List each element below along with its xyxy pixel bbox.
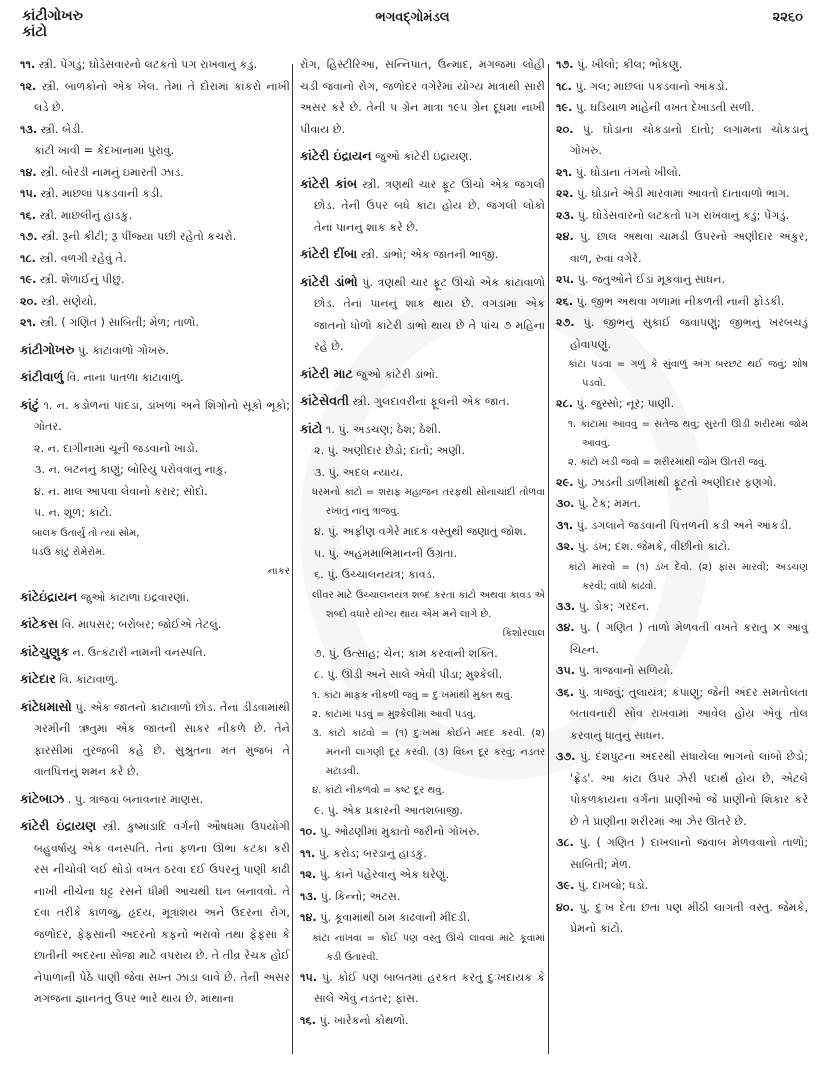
sense-entry xyxy=(20,205,290,227)
sense-number: ૨૧. xyxy=(20,316,37,329)
sense-number: ૧૭. xyxy=(556,58,574,71)
sense-number: ૧૦. xyxy=(300,825,317,838)
definition-text: સ્ત્રી. રૂની કીટી; રૂ પીંજ્યા પછી રહેતો કચરો. xyxy=(41,230,237,243)
definition-text: પું. ઘડિયાળ માંહેની વખત દેખાડતી સળી. xyxy=(575,101,755,114)
definition-text: વિ. માપસર; બરોબર; જોઈએ તેટલું. xyxy=(61,618,222,631)
definition-text: પું. ઘોડેસવારનો લટકતો પગ રાખવાનું કડું; પેંગડું. xyxy=(577,208,790,222)
example-text: ધડઉ કાંટું રોમેરોમ. xyxy=(32,546,106,558)
definition-text: સ્ત્રી. ત્રણથી ચાર ફૂટ ઊંચો એક જંગલી છોડ. તેની ઉપર બધે કાંટા હોય છે. જંગલી લોકો તેનાં પાનનું શાક કરે છે. xyxy=(314,177,545,234)
example-text: ૩. કાંટો કાઢવો = (૧) દુઃખમાં કોઈને મદદ કરવી. (૨) મનની લાગણી દૂર કરવી. (૩) વિઘ્ન દૂર કરવું; નડતર મટાડવી. xyxy=(312,727,545,777)
headword: કાંટેઇંદ્રાયન xyxy=(20,588,78,604)
example-text: ૨. કાંટામાં પડવું = મુશ્કેલીમાં આવી પડવું. xyxy=(312,708,477,720)
sense-number: ૩૨. xyxy=(556,540,575,553)
example-text: બાલક ઉતાર્યું તો ત્યાં સોમ, xyxy=(32,527,140,539)
sense-number: ૩૮. xyxy=(556,836,574,849)
sense-number: ૨૬. xyxy=(556,294,574,308)
definition-text: પું. ખારેકનો કોથળો. xyxy=(319,1013,409,1027)
headword: કાંટીવાળું xyxy=(20,369,64,384)
headword: કાંટેદાર xyxy=(20,671,56,686)
definition-text: ૧. પું. અડચણ; ઠેશ; ઠેશી. xyxy=(325,422,442,436)
sense-number: ૩૬. xyxy=(556,685,574,699)
sense-entry xyxy=(556,875,808,897)
usage-example xyxy=(20,543,290,581)
definition-text: પું. ત્રાજવું; તુલાયંત્ર; કંપાણુ; જેની અંદર સમતોલતા બતાવનારી સોવ રાખવામાં આવેલ હોય એવું તોલ કરવાનું ધાતુનું સાધન. xyxy=(570,685,809,742)
sub-sense: ૩. પું. અદલ ન્યાય. xyxy=(314,465,404,479)
dictionary-entry xyxy=(20,788,290,811)
definition-text: પું. દંશપુટના અંદરથી સંધાયેલા ભાગનો લાંબો છેડો; 'ફ્રેડ'. આ કાંટા ઉપર ઝેરી પદાર્થ હોય છે, એટલે પોકળકાયના વર્ગનાં પ્રાણીઓ જે પ્રાણીનો શિકાર કરે છે તે પ્રાણીના શરીરમાં આ ઝેર ઊતરે છે. xyxy=(570,750,808,828)
definition-text: પું. જંતુઓને ઈંડાં મૂકવાનું સાધન. xyxy=(577,273,726,286)
sense-entry xyxy=(556,183,808,205)
definition-text: પું. ઘોડાને એડી મારવામાં આવતો દાંતાવાળો ભાગ. xyxy=(576,187,790,200)
sense-entry xyxy=(556,269,808,291)
sense-number: ૧૫. xyxy=(20,187,38,200)
headword: કાંટેસેવતી xyxy=(300,393,349,408)
sense-number: ૧૮. xyxy=(20,251,36,265)
usage-example xyxy=(556,355,808,393)
sub-sense: ૮. પું. ઊંડી અને સાલે એવી પીડા; મુશ્કેલી. xyxy=(314,668,503,681)
sense-entry xyxy=(556,291,808,313)
sense-number: ૧૯. xyxy=(20,273,37,286)
example-text: ૧. કાંટા માફક નીકળી જવું = દુઃખમાંથી મુક્ત થવું. xyxy=(312,689,513,701)
definition-text: સ્ત્રી. બોરડી નામનું ઇમારતી ઝાડ. xyxy=(40,165,184,179)
sub-sense: ૫. પું. અહંમમાભિમાનની ઉગ્રતા. xyxy=(314,546,458,560)
definition-text: પું. દાખલો; ધડો. xyxy=(577,879,649,892)
definition-text: પું. જુસ્સો; નૂર; પાણી. xyxy=(576,397,675,410)
dictionary-entry xyxy=(20,366,290,389)
headword: કાંટેરી ડાંભો xyxy=(300,273,358,289)
definition-text: સ્ત્રી. બેડી. xyxy=(40,122,84,136)
usage-example xyxy=(300,686,545,705)
dictionary-entry xyxy=(300,271,545,358)
dictionary-entry xyxy=(20,668,290,691)
sense-number: ૧૩. xyxy=(20,122,38,136)
sense-number: ૩૩. xyxy=(556,599,576,613)
definition-text: પું. કોઈ પણ બાબતમાં હરકત કરતું દુઃખદાયક કે સાલે એવું નડતર; ફાંસ. xyxy=(314,970,545,1005)
sub-sense: ૪. પું. અફીણ વગેરે માદક વસ્તુથી જણાતું જોશ. xyxy=(314,525,527,538)
sense-number: ૨૭. xyxy=(556,316,575,329)
headword: કાંટેબાઝ xyxy=(20,790,65,806)
definition-text: પું. કરોડ; બરડાનું હાડકું. xyxy=(318,846,427,860)
headword: કાંટેરી માટ xyxy=(300,365,353,381)
headword: કાંટીગોખરુ xyxy=(20,341,75,357)
sense-number: ૨૧. xyxy=(556,165,573,179)
usage-example xyxy=(300,724,545,781)
sense-number: ૩૦. xyxy=(556,497,575,510)
definition-text: સ્ત્રી. શેળાઈનું પીછું. xyxy=(39,273,125,286)
sense-entry xyxy=(300,886,545,908)
sense-entry xyxy=(20,226,290,248)
definition-text: પું. કિન્નો; અંટસ. xyxy=(320,889,401,903)
page-number: ૨૨૬૦ xyxy=(772,10,803,25)
sub-sense: ૭. પું. ઉત્સાહ; ચેન; કામ કરવાની શક્તિ. xyxy=(314,646,498,660)
definition-text: સ્ત્રી. પેંગડું; ઘોડેસવારનો લટકતો પગ રાખવાનું કડું. xyxy=(38,58,258,71)
sense-number: ૧૧. xyxy=(20,58,36,71)
definition-text: પું. ખીલો; કીલ; ભોંકણુ. xyxy=(577,58,683,71)
usage-example xyxy=(20,524,290,543)
usage-example xyxy=(300,586,545,643)
sub-sense: ૬. પું. ઉચ્ચાલનયંત્ર; કાવડ. xyxy=(314,568,436,581)
sense-number: ૧૬. xyxy=(300,1013,316,1027)
sense-entry xyxy=(556,897,808,940)
dictionary-entry xyxy=(20,696,290,783)
sense-number: ૨૮. xyxy=(556,397,573,410)
definition-text: પું. ડંખ; દંશ. જેમકે, વીંછીનો કાંટો. xyxy=(577,540,731,553)
definition-text: પું. એક જાતનો કાંટાવાળો છોડ. તેનાં ડીંડવામાંથી ગરમીની ઋતુમાં એક જાતની સાકર નીકળે છે. તેને ફારસીમાં તુરંજબી કહે છે. સુશ્રુતના મત મુજબ તે વાતપિત્તનું શમન કરે છે. xyxy=(34,700,291,778)
sense-entry xyxy=(556,596,808,618)
sub-sense: ૨. ન. દાગીનામાં ચૂની જડવાનો ખાડો. xyxy=(34,441,199,455)
sense-number: ૩૧. xyxy=(556,518,574,532)
example-text: કાંટો મારવો = (૧) ડંખ દેવો. (૨) ફાંસ મારવી; અડચણ કરવી; વાંધો કાઢવો. xyxy=(568,561,808,592)
dictionary-entry xyxy=(300,173,545,239)
definition-text: પું. ઘોડાના તંગનો ખીલો. xyxy=(575,165,682,179)
sense-number: ૨૩. xyxy=(556,208,575,222)
sense-entry xyxy=(556,162,808,184)
dictionary-entry xyxy=(300,145,545,168)
sense-entry xyxy=(556,617,808,660)
dictionary-entry xyxy=(20,613,290,636)
dictionary-entry xyxy=(20,394,290,438)
sense-entry xyxy=(556,660,808,682)
definition-text: ન. ઉત્કંટારી નામની વનસ્પતિ. xyxy=(72,645,207,659)
sense-number: ૧૪. xyxy=(20,165,37,179)
definition-text: પું. દુઃખ દેતા છતાં પણ મીઠી લાગતી વસ્તુ. જેમકે, પ્રેમનો કાંટો. xyxy=(570,900,808,935)
sense-number: ૧૧. xyxy=(300,846,316,860)
sense-entry xyxy=(300,843,545,865)
sense-entry xyxy=(556,76,808,98)
usage-example xyxy=(300,781,545,800)
sense-number: ૧૬. xyxy=(20,208,36,222)
sense-number: ૨૪. xyxy=(556,230,574,243)
definition-text: પું. ગલ; માછલાં પકડવાનો આંકડો. xyxy=(575,79,729,93)
sense-number: ૧૮. xyxy=(556,79,572,93)
sense-entry xyxy=(556,472,808,494)
sense-number: ૩૫. xyxy=(556,664,576,677)
usage-example xyxy=(556,558,808,596)
headword: કાંટેરી કાંબ xyxy=(300,175,358,191)
example-text: કાંટા નાખવા = કોઈ પણ વસ્તુ ઊંચે લાવવા માટે કૂવામાં કડી ઉતારવી. xyxy=(312,932,545,963)
definition-text: સ્ત્રી. ગુલદાવરીનાં ફૂલની એક જાત. xyxy=(352,395,510,408)
example-text: લીવર માટે ઉચ્ચાલનયંત્ર શબ્દ કરતાં કાંટો અથવા કાવડ એ શબ્દો વધારે યોગ્ય થાય એમ મને લાગે છે. xyxy=(312,589,545,620)
definition-text: પું. જીભ અથવા ગળામાં નીકળતી નાની ફોડકી. xyxy=(576,294,785,308)
sense-entry xyxy=(20,76,290,119)
sub-sense: ૩. ન. બટનનું કાણું; બોરિયું પરોવવાનું નાકું. xyxy=(34,463,228,476)
definition-text: વિ. નાના પાતળા કાંટાવાળું. xyxy=(66,371,184,384)
sub-sense: ૨. પું. અણીદાર છેડો; દાંતો; અણી. xyxy=(314,444,465,457)
dictionary-entry xyxy=(300,243,545,266)
sense-number: ૧૫. xyxy=(300,970,318,984)
sense-number: ૧૪. xyxy=(300,911,317,924)
sub-sense: ૯. પું. એક પ્રકારની આતશબાજી. xyxy=(314,803,463,817)
sense-number: ૧૩. xyxy=(300,889,318,903)
definition-text: પું. છાલ અથવા ચામડી ઉપરનો અણીદાર અંકુર, વાળ, રુવાં વગેરે. xyxy=(570,230,808,265)
headword: કાંટેકસ xyxy=(20,616,59,631)
dictionary-entry xyxy=(300,363,545,386)
sense-entry xyxy=(20,291,290,313)
quote-source: નાકર xyxy=(267,565,290,577)
sense-entry xyxy=(20,183,290,205)
definition-text: ૧. ન. કડોળનાં પાંદડાં, ડાંખળાં અને શિંગોનો સૂકો ભૂકો; ગોતર. xyxy=(34,398,290,433)
definition-text: પું. ડોક; ગરદન. xyxy=(578,599,650,613)
dictionary-entry xyxy=(20,641,290,664)
definition-text: વિ. કાંટાવાળું. xyxy=(59,673,118,686)
book-title: ભગવદ્ગોમંડલ xyxy=(375,10,450,25)
definition-text: પું. ત્રણથી ચાર ફૂટ ઊંચો એક કાંટાવાળો છોડ. તેનાં પાનનું શાક થાય છે. વગડામાં એક જાતનો ધોળો કાંટેરી ડાંભો થાય છે તે પાંચ ૭ મહિના રહે છે. xyxy=(314,275,545,353)
definition-text: પું. જીભનું સુકાઈ જવાપણું; જીભનું ખરબચડું હોવાપણું. xyxy=(570,316,808,351)
usage-example xyxy=(556,415,808,453)
headword: કાંટેરી ઇંદ્રાયન xyxy=(300,148,372,163)
dictionary-entry xyxy=(300,418,545,441)
example-text: ૪. કાંટો નીકળવો = કષ્ટ દૂર થવું. xyxy=(312,784,445,796)
sense-number: ૧૯. xyxy=(556,101,573,114)
sense-entry xyxy=(20,248,290,270)
sense-number: ૩૪. xyxy=(556,621,575,634)
guide-word-first: કાંટીગોખરુ xyxy=(22,8,83,24)
example-text: ૧. કાંટામાં આવવું = સતેજ થવું; સુરતી ઊડી શરીરમાં જોમ આવવું. xyxy=(568,418,808,449)
sense-entry xyxy=(556,312,808,355)
sub-sense: ૫. ન. શૂળ; કાંટો. xyxy=(34,506,113,519)
sense-entry xyxy=(20,162,290,184)
sense-entry xyxy=(556,393,808,415)
sense-number: ૩૭. xyxy=(556,750,576,763)
example-text: કાંટા પડવા = ગળું કે સુંવાળું અંગ બરછટ થઈ જવું; શોષ પડવો. xyxy=(568,359,808,389)
dictionary-entry xyxy=(20,339,290,362)
headword: કાંટેધમાસો xyxy=(20,698,72,714)
sense-number: ૧૭. xyxy=(20,230,38,243)
sense-entry xyxy=(556,205,808,227)
column-divider xyxy=(548,64,549,1054)
example-text: ૨. કાંટો ખડી જવો = શરીરમાંથી જોમ ઊતરી જવું. xyxy=(568,456,768,468)
usage-example xyxy=(556,453,808,472)
dictionary-entry xyxy=(20,586,290,609)
sense-entry xyxy=(556,746,808,832)
column-middle xyxy=(300,54,545,1031)
sense-entry xyxy=(20,269,290,291)
definition-text: પું. ( ગણિત ) તાળો મેળવતી વખતે કરાતું × આવું ચિહ્ન. xyxy=(570,621,809,656)
sense-entry xyxy=(300,864,545,886)
sense-number: ૩૯. xyxy=(556,879,575,892)
sense-entry xyxy=(556,119,808,162)
sense-number: ૨૦. xyxy=(556,122,574,136)
sense-entry xyxy=(556,536,808,558)
definition-text: જુઓ કાંટાળાં ઇંદ્રવારણાં. xyxy=(80,590,190,604)
definition-text: પું. ડગલાને જડવાની પિત્તળની કડી અને આંકડી. xyxy=(576,518,792,532)
definition-text: સ્ત્રી. બાળકોનો એક ખેલ. તેમાં તે દોરામાં કાંકરો નાખી લડે છે. xyxy=(34,79,290,114)
usage-example xyxy=(300,483,545,521)
example-text: ધરમનો કાંટો = શરાફ મહાજન તરફથી સોનાચાંદી તોળવા રખાતું નાનું ત્રાજવું. xyxy=(312,487,545,517)
continued-text: રોગ, હિસ્ટીરિઆ, સન્નિપાત, ઉન્માદ, મગજમાં લોહી ચડી જવાનો રોગ, જળોદર વગેરેમાં યોગ્ય માત્રાથી સારી અસર કરે છે. તેની ૫ ગ્રેન માત્રા ૧૯૫ ગ્રેન દૂધમાં નાખી પીવાય છે. xyxy=(300,58,545,136)
headword: કાંટો xyxy=(300,420,323,436)
sense-entry xyxy=(556,832,808,875)
sense-number: ૨૫. xyxy=(556,273,575,286)
definition-text: પું. ઓઢણીમાં મુકાતો જરીનો ગોખરુ. xyxy=(320,825,480,838)
dictionary-entry xyxy=(20,815,290,1010)
guide-word-last: કાંટો xyxy=(22,24,47,40)
dictionary-entry xyxy=(300,390,545,413)
sense-entry xyxy=(300,1010,545,1032)
definition-text: પું. ટેક; મમત. xyxy=(578,497,641,510)
sense-number: ૧૨. xyxy=(300,868,317,881)
sense-number: ૧૨. xyxy=(20,79,37,93)
column-left xyxy=(20,54,290,1010)
sense-entry xyxy=(300,821,545,843)
sense-entry xyxy=(556,682,808,747)
definition-text: સ્ત્રી. વળગી રહેવું તે. xyxy=(39,251,127,265)
definition-text: પું. કૂવામાંથી ઠામ કાઢવાની મીંદડી. xyxy=(320,911,471,924)
definition-text: સ્ત્રી. સણેયો. xyxy=(41,294,97,308)
definition-text: પું. ( ગણિત ) દાખલાનો જવાબ મેળવવાનો તાળો; સાબિતી; મેળ. xyxy=(570,836,809,871)
definition-text: સ્ત્રી. માછલીનું હાડકું. xyxy=(39,208,133,222)
sense-entry xyxy=(300,907,545,929)
headword: કાંટું xyxy=(20,396,40,412)
headword: કાંટેરી ઇંદ્રાયણ xyxy=(20,818,97,833)
sense-entry xyxy=(20,54,290,76)
sub-sense: ૪. ન. માલ આપવા લેવાનો કરાર; સોદો. xyxy=(34,484,208,498)
sense-number: ૨૦. xyxy=(20,294,38,308)
definition-text: સ્ત્રી. ( ગણિત ) સાબિતી; મેળ; તાળો. xyxy=(39,316,199,329)
definition-text: પું. ઝાડની ડાળીમાંથી ફૂટતો અણીદાર ફણગો. xyxy=(577,475,777,489)
definition-text: સ્ત્રી. ડાંભો; એક જાતની ભાજી. xyxy=(360,248,499,261)
sense-entry xyxy=(300,967,545,1010)
definition-text: પું. કાંટાવાળો ગોખરુ. xyxy=(78,343,169,357)
sense-number: ૨૯. xyxy=(556,475,574,489)
sense-entry xyxy=(556,515,808,537)
sub-sense: કાંટી ખાવી = કેદખાનામાં પુરાવું. xyxy=(34,144,175,157)
sense-entry xyxy=(556,493,808,515)
definition-text: જુઓ કાંટેરી ઇંદ્રાયણ. xyxy=(375,150,473,163)
sense-entry xyxy=(20,119,290,141)
usage-example xyxy=(300,929,545,967)
sense-entry xyxy=(556,226,808,269)
sense-number: ૪૦. xyxy=(556,900,574,914)
definition-text: સ્ત્રી. કુષ્માંડાદિ વર્ગની ઔષધમાં ઉપયોગી બહુવર્ષાયુ એક વનસ્પતિ. તેનાં ફળના ઊભા કટકા કરી રસ નીચોવી લઈ થોડો વખત ઠરવા દઈ ઉપરનું પાણી કાઢી નાખી નીચેના ઘટ્ટ રસને ધીમી આંચથી ઘન બનાવવો. તે દવા તરીકે કાળજું, હૃદય, મૂત્રાશય અને ઉદરના રોગ, જળોદર, ફેફસાંની અંદરનો કફનો ભરાવો તથા ફેફસાં કે છાતીની અંદરના સોજા માટે વપરાય છે. તે તીવ્ર રેચક હોઈ નેપાળાની પેઠે પાણી જેવા સખ્ત ઝાડા લાવે છે. તેની અસર મગજના જ્ઞાનતંતુ ઉપર ભારે થાય છે. માથાના xyxy=(34,820,290,1005)
definition-text: પું. ત્રાજવાનો સળિયો. xyxy=(578,664,674,677)
sense-entry xyxy=(556,97,808,119)
quote-source: કિશોરલાલ xyxy=(502,627,545,639)
definition-text: પું. કાને પહેરવાનું એક ઘરેણું. xyxy=(319,868,450,881)
column-right xyxy=(556,54,808,940)
column-divider xyxy=(292,64,293,1054)
sense-number: ૨૨. xyxy=(556,187,574,200)
usage-example xyxy=(300,705,545,724)
headword: કાંટેચુણુક xyxy=(20,643,69,659)
page-header xyxy=(0,4,825,48)
sense-entry xyxy=(556,54,808,76)
definition-text: જુઓ કાંટેરી ડાંભો. xyxy=(356,367,439,381)
definition-text: પું. ઘોડાના ચોકડાનો દાંતો; લગામના ચોકડાનું ગોખરુ. xyxy=(570,122,809,157)
headword: કાંટેરી દીંબા xyxy=(300,246,358,261)
definition-text: સ્ત્રી. માછલાં પકડવાની કડી. xyxy=(40,187,163,200)
sense-entry xyxy=(20,312,290,334)
definition-text: . પું. ત્રાજવાં બનાવનાર માણસ. xyxy=(67,792,204,806)
